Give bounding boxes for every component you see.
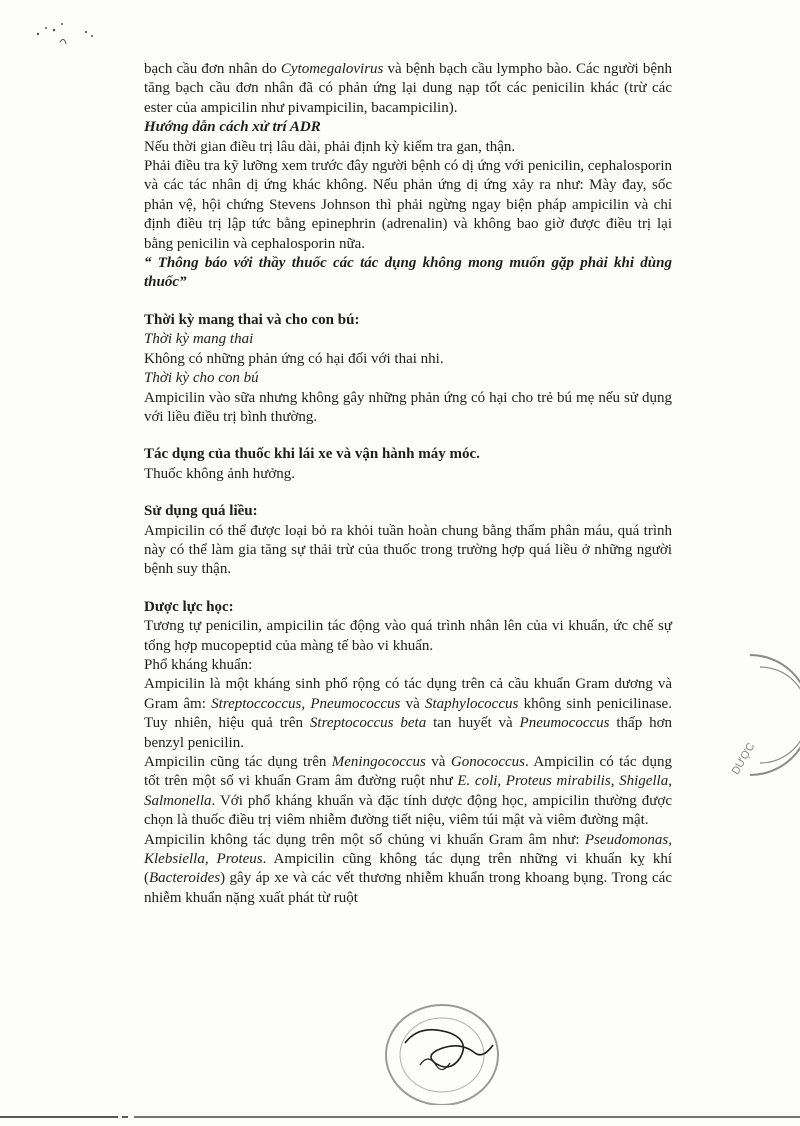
text-run: Gonococcus — [450, 754, 526, 770]
text-run: “ Thông báo với thầy thuốc các tác dụng không mong muốn gặp phải khi dùng thuốc” — [144, 255, 672, 291]
text-run: Thời kỳ cho con bú — [144, 370, 259, 387]
text-run: Tác dụng của thuốc khi lái xe và vận hành máy móc. — [144, 446, 480, 463]
text-run: Không có những phản ứng có hại đối với thai nhi. — [144, 350, 444, 367]
document-body — [144, 60, 672, 908]
text-run: Cytomegalovirus — [280, 61, 384, 77]
paragraph — [144, 118, 672, 137]
text-run: Ampicilin cũng tác dụng trên — [144, 754, 332, 770]
text-run: Bacteroides — [149, 870, 221, 887]
paragraph — [144, 350, 672, 369]
text-run: thấp hơn benzyl penicilin. — [144, 715, 673, 751]
text-run: Phải điều tra kỹ lưỡng xem trước đây người bệnh có dị ứng với penicilin, cephalosporin và các tác nhân dị ứng khác không. Nếu phản ứng dị ứng xảy ra như: Mày đay, sốc phản vệ, hội chứng Stevens Johnson thì phải ngừng ngay biện pháp ampicilin và chỉ định điều trị lập tức bằng epinephrin (adrenalin) và không bao giờ được điều trị lại bằng penicilin và cephalosporin nữa. — [144, 158, 672, 252]
text-run: Nếu thời gian điều trị lâu dài, phải định kỳ kiểm tra gan, thận. — [144, 138, 516, 155]
section-heading — [144, 445, 672, 464]
text-run: Thời kỳ mang thai và cho con bú: — [144, 311, 360, 328]
paragraph — [144, 389, 672, 428]
text-run: Thuốc không ảnh hưởng. — [144, 465, 296, 482]
paragraph — [144, 157, 672, 254]
paragraph — [144, 138, 672, 157]
text-run: . Ampicilin có tác dụng tốt trên một số vi khuẩn Gram âm đường ruột như — [144, 754, 672, 790]
text-run: không sinh penicilinase. Tuy nhiên, hiệu quả trên — [144, 695, 672, 732]
footer-rule — [0, 1112, 800, 1122]
section-heading — [144, 311, 672, 330]
text-run: Pseudomonas, Klebsiella, Proteus — [144, 831, 672, 868]
paragraph — [144, 330, 672, 349]
text-run: Tương tự penicilin, ampicilin tác động vào quá trình nhân lên của vi khuẩn, ức chế sự tổng hợp mucopeptid của màng tế bào vi khuẩn. — [144, 618, 672, 654]
stamp-right-text: DƯỢC — [729, 740, 758, 777]
text-run: Ampicilin là một kháng sinh phổ rộng có tác dụng trên cả cầu khuẩn Gram dương và Gram âm: — [144, 676, 672, 712]
paragraph — [144, 753, 672, 831]
text-run: . Với phổ kháng khuẩn và đặc tính dược động học, ampicilin thường được chọn là thuốc điều trị viêm nhiễm đường tiết niệu, viêm túi mật và viêm đường mật. — [144, 792, 672, 829]
text-run: Ampicilin không tác dụng trên một số chủng vi khuẩn Gram âm như: — [144, 831, 585, 848]
text-run: Ampicilin có thể được loại bỏ ra khỏi tuần hoàn chung bằng thẩm phân máu, quá trình này có thể làm gia tăng sự thải trừ của thuốc trong trường hợp quá liều ở những người bệnh suy thận. — [144, 522, 672, 578]
section-heading — [144, 598, 672, 617]
text-run: và — [425, 754, 451, 770]
text-run: Streptococcus beta — [309, 715, 427, 732]
text-run: E. coli, Proteus mirabilis, Shigella, Salmonella — [144, 773, 672, 809]
text-run: Streptoccoccus, Pneumococcus — [211, 695, 401, 712]
paragraph — [144, 254, 672, 293]
text-run: Phổ kháng khuẩn: — [144, 656, 253, 673]
round-stamp-bottom — [380, 995, 510, 1105]
text-run: và bệnh bạch cầu lympho bào. Các người bệnh tăng bạch cầu đơn nhân đã có phản ứng lại dung nạp tốt các penicilin khác (trừ các ester của ampicilin như pivampicilin, bacampicilin). — [144, 61, 672, 116]
paragraph — [144, 656, 672, 675]
text-run: . Ampicilin cũng không tác dụng trên những vi khuẩn kỵ khí ( — [144, 851, 672, 887]
text-run: Hướng dẫn cách xử trí ADR — [144, 119, 321, 136]
text-run: và — [400, 695, 426, 712]
text-run: bạch cầu đơn nhân do — [144, 61, 281, 77]
paragraph — [144, 617, 672, 656]
text-run: tan huyết và — [426, 715, 520, 732]
text-run: Staphylococcus — [425, 695, 519, 712]
scan-corner-marks — [30, 14, 110, 54]
paragraph — [144, 831, 672, 909]
text-run: Pneumococcus — [519, 715, 610, 732]
section-heading — [144, 502, 672, 521]
paragraph — [144, 675, 672, 753]
text-run: Dược lực học: — [144, 598, 234, 615]
text-run: Ampicilin vào sữa nhưng không gây những phản ứng có hại cho trẻ bú mẹ nếu sử dụng với liều điều trị bình thường. — [144, 389, 672, 425]
paragraph — [144, 60, 672, 118]
paragraph — [144, 522, 672, 580]
round-stamp-right — [720, 645, 800, 785]
paragraph — [144, 369, 672, 388]
text-run: Meningococcus — [331, 754, 426, 770]
text-run: ) gây áp xe và các vết thương nhiễm khuẩn trong khoang bụng. Trong các nhiễm khuẩn nặng xuất phát từ ruột — [144, 870, 672, 906]
paragraph — [144, 465, 672, 484]
text-run: Sử dụng quá liều: — [144, 503, 258, 520]
text-run: Thời kỳ mang thai — [144, 331, 254, 348]
